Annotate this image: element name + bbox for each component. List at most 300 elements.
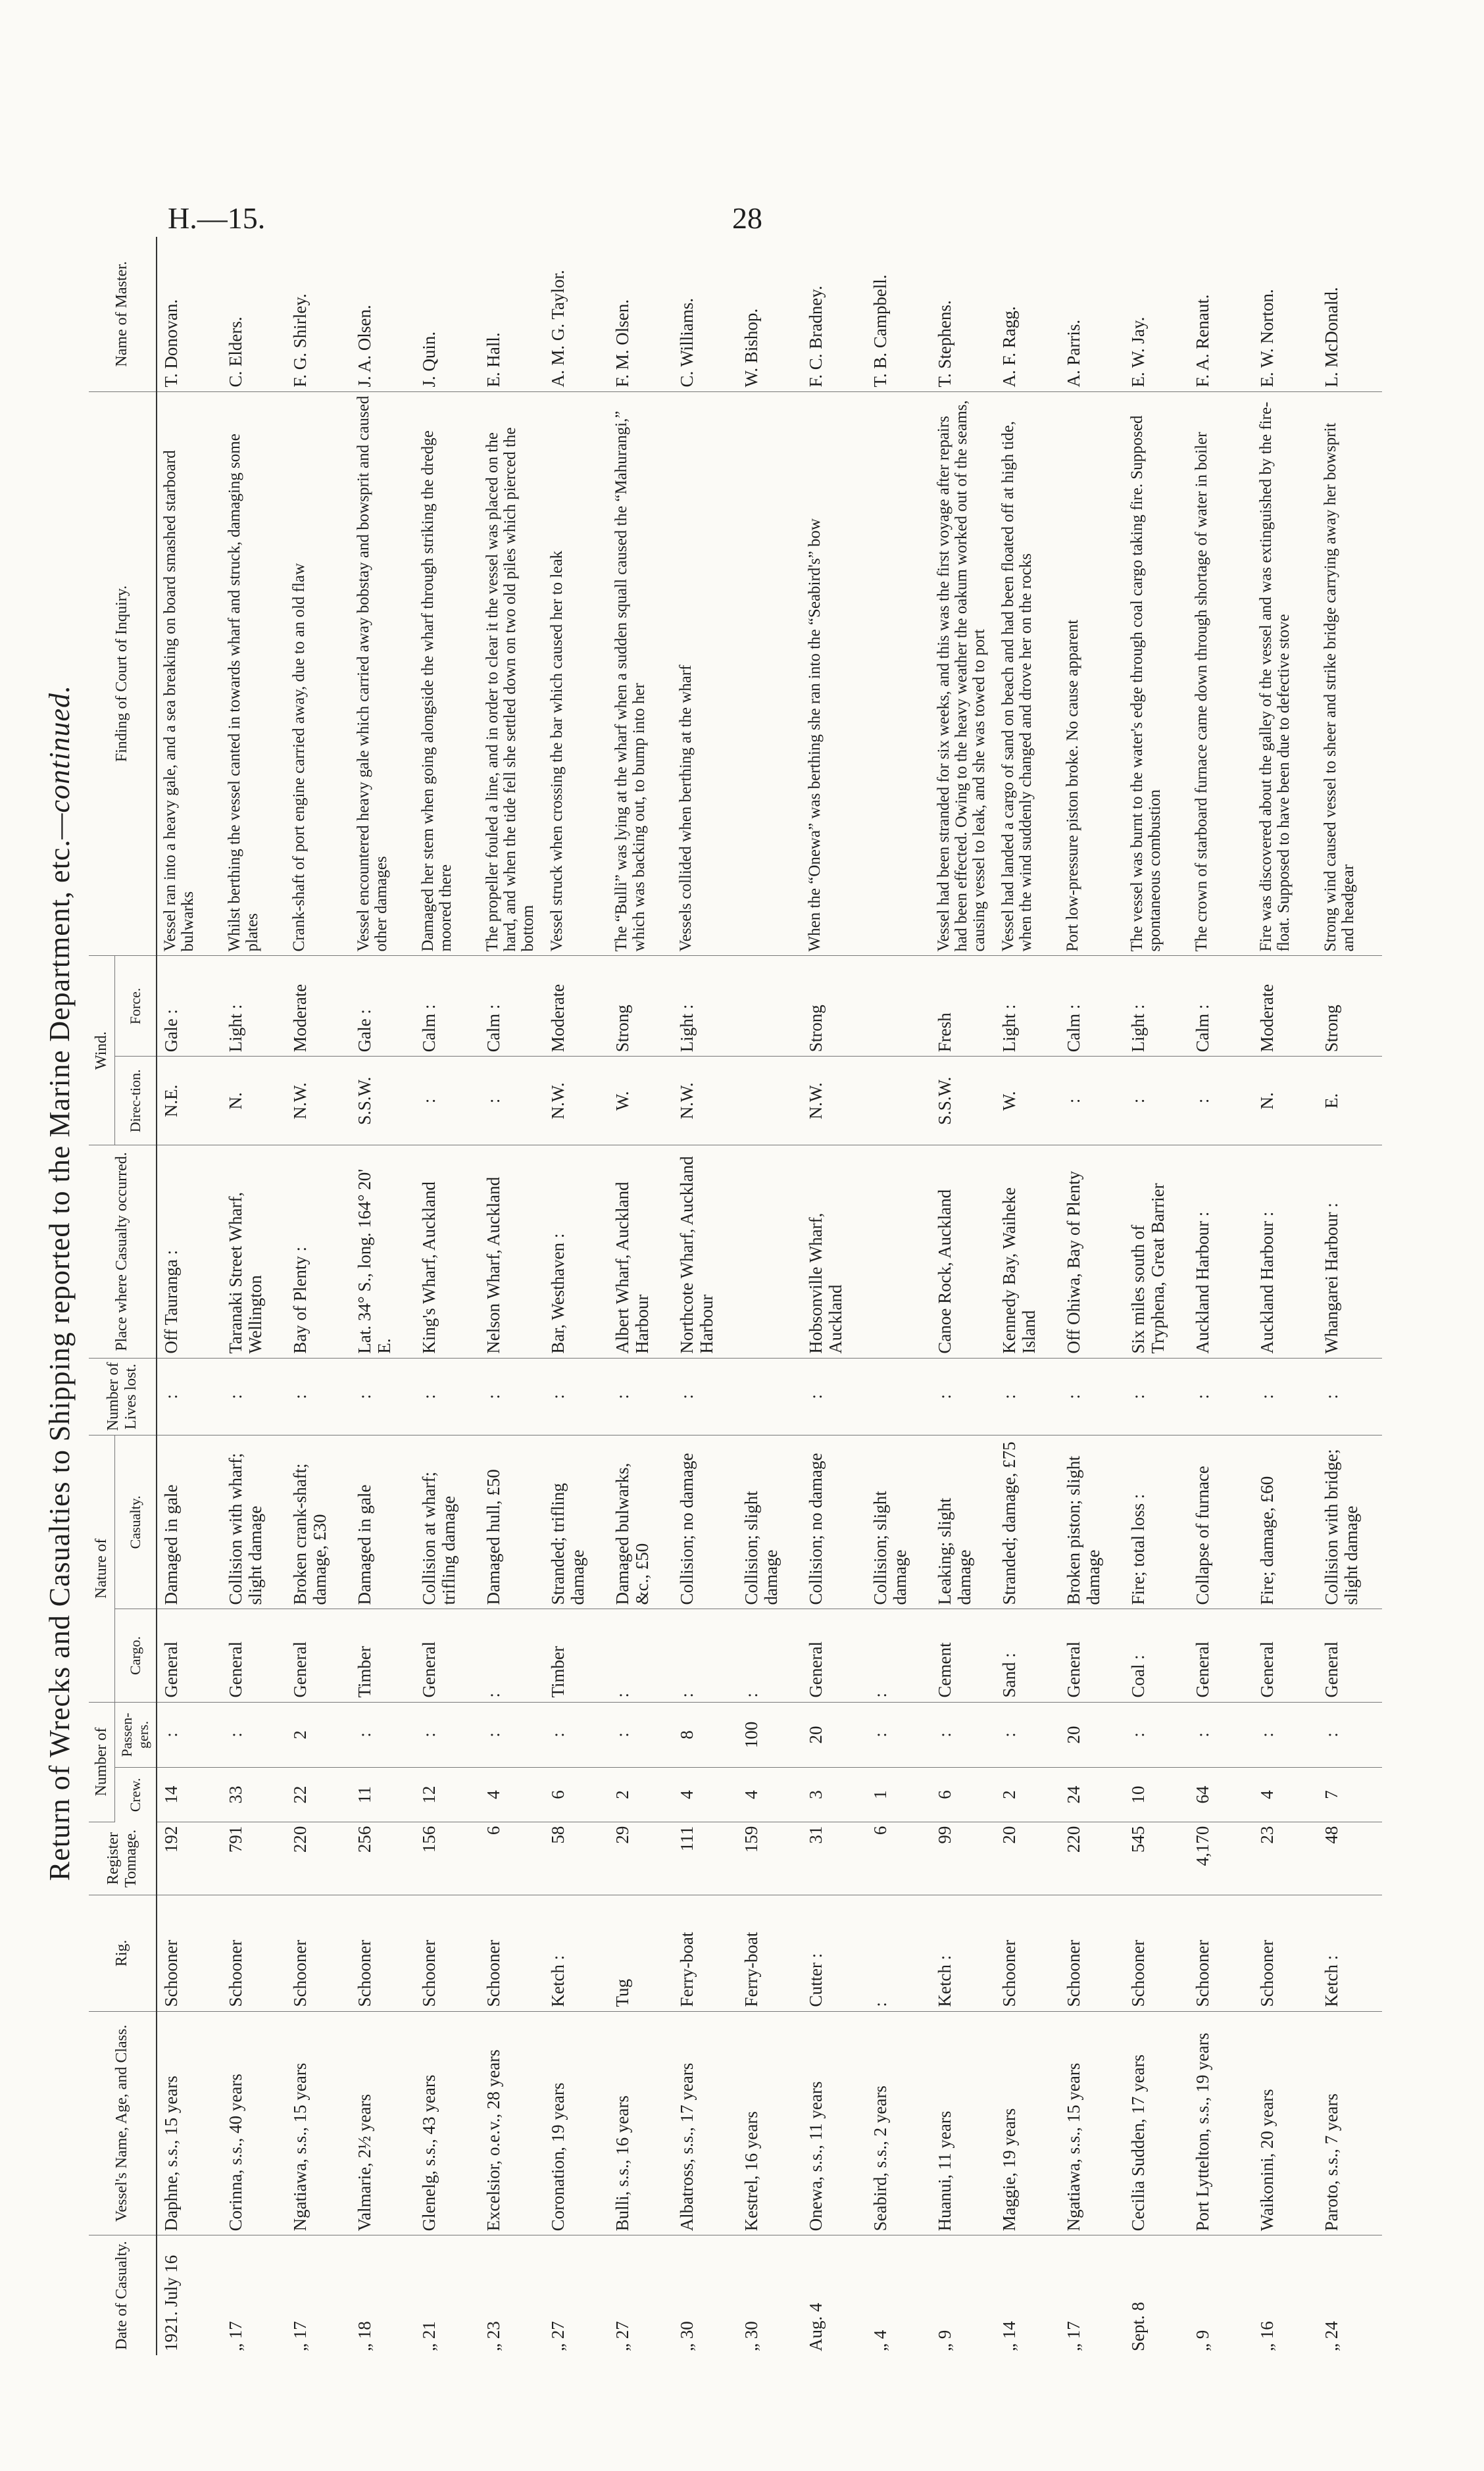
place-cell: Kennedy Bay, Waiheke Island <box>995 1145 1060 1358</box>
passengers-cell: 20 <box>1060 1702 1124 1768</box>
lives-lost-cell: : <box>802 1358 866 1435</box>
crew-cell: 2 <box>608 1768 673 1822</box>
date-cell: „ 4 <box>870 2330 890 2351</box>
table-row <box>931 237 995 2355</box>
rig-cell: Schooner <box>1189 1895 1253 2011</box>
tonnage-cell: 791 <box>222 1822 286 1895</box>
tonnage-cell: 220 <box>1060 1822 1124 1895</box>
group-number-of: Number of <box>89 1702 115 1822</box>
header-row-1 <box>89 237 115 2355</box>
wind-direction-cell: S.S.W. <box>351 1057 415 1145</box>
wind-direction-cell: : <box>1189 1057 1253 1145</box>
place-cell: King's Wharf, Auckland <box>415 1145 480 1358</box>
lives-lost-cell: : <box>544 1358 608 1435</box>
wind-direction-cell: W. <box>995 1057 1060 1145</box>
casualty-cell: Damaged hull, £50 <box>480 1435 544 1609</box>
wind-direction-cell: : <box>480 1057 544 1145</box>
wind-force-cell: Moderate <box>1253 956 1318 1057</box>
col-wind-force: Force. <box>115 956 157 1057</box>
finding-cell: Port low-pressure piston broke. No cause apparent <box>1060 391 1124 956</box>
finding-cell: Strong wind caused vessel to sheer and strike bridge carrying away her bowsprit and headgear <box>1318 391 1382 956</box>
wind-direction-cell: S.S.W. <box>931 1057 995 1145</box>
cargo-cell: General <box>1253 1609 1318 1702</box>
crew-cell: 4 <box>673 1768 737 1822</box>
vessel-cell: Paroto, s.s., 7 years <box>1318 2011 1382 2235</box>
vessel-cell: Ngatiawa, s.s., 15 years <box>286 2011 351 2235</box>
passengers-cell: : <box>415 1702 480 1768</box>
col-vessel: Vessel's Name, Age, and Class. <box>89 2011 157 2235</box>
finding-cell: Fire was discovered about the galley of the vessel and was extinguished by the fire-float. Supposed to have been due to defective stove <box>1253 391 1318 956</box>
tonnage-cell: 6 <box>480 1822 544 1895</box>
finding-cell: Vessel had landed a cargo of sand on beach and had been floated off at high tide, when the wind suddenly changed and drove her on the rocks <box>995 391 1060 956</box>
cargo-cell: General <box>157 1609 222 1702</box>
vessel-cell: Excelsior, o.e.v., 28 years <box>480 2011 544 2235</box>
table-row <box>608 237 673 2355</box>
master-cell: T. Donovan. <box>157 237 222 391</box>
lives-lost-cell: : <box>995 1358 1060 1435</box>
casualty-cell: Stranded; damage, £75 <box>995 1435 1060 1609</box>
lives-lost-cell <box>866 1358 931 1435</box>
passengers-cell: : <box>351 1702 415 1768</box>
table-row <box>1124 237 1189 2355</box>
group-nature-of: Nature of <box>89 1435 115 1702</box>
place-cell: Off Ohiwa, Bay of Plenty <box>1060 1145 1124 1358</box>
vessel-cell: Cecilia Sudden, 17 years <box>1124 2011 1189 2235</box>
lives-lost-cell: : <box>157 1358 222 1435</box>
finding-cell: Vessel ran into a heavy gale, and a sea breaking on board smashed starboard bulwarks <box>157 391 222 956</box>
tonnage-cell: 545 <box>1124 1822 1189 1895</box>
cargo-cell: : <box>737 1609 802 1702</box>
crew-cell: 24 <box>1060 1768 1124 1822</box>
vessel-cell: Ngatiawa, s.s., 15 years <box>1060 2011 1124 2235</box>
casualty-cell: Damaged in gale <box>351 1435 415 1609</box>
master-cell: E. W. Norton. <box>1253 237 1318 391</box>
wind-force-cell: Moderate <box>286 956 351 1057</box>
date-cell: „ 18 <box>354 2321 374 2351</box>
date-cell: „ 27 <box>547 2321 568 2351</box>
passengers-cell: 20 <box>802 1702 866 1768</box>
rig-cell: Schooner <box>1253 1895 1318 2011</box>
col-casualty: Casualty. <box>115 1435 157 1609</box>
passengers-cell: : <box>1124 1702 1189 1768</box>
wind-force-cell: Moderate <box>544 956 608 1057</box>
wind-force-cell: Strong <box>1318 956 1382 1057</box>
table-row <box>157 237 222 2355</box>
master-cell: T. B. Campbell. <box>866 237 931 391</box>
date-cell: „ 9 <box>1192 2330 1212 2351</box>
casualty-table <box>89 237 1382 2355</box>
table-row <box>802 237 866 2355</box>
col-crew: Crew. <box>115 1768 157 1822</box>
vessel-cell: Waikonini, 20 years <box>1253 2011 1318 2235</box>
date-cell: „ 17 <box>289 2321 310 2351</box>
wind-direction-cell: : <box>415 1057 480 1145</box>
col-finding: Finding of Court of Inquiry. <box>89 391 157 956</box>
casualty-cell: Leaking; slight damage <box>931 1435 995 1609</box>
casualty-cell: Broken piston; slight damage <box>1060 1435 1124 1609</box>
lives-lost-cell: : <box>1060 1358 1124 1435</box>
vessel-cell: Daphne, s.s., 15 years <box>157 2011 222 2235</box>
place-cell: Auckland Harbour : <box>1189 1145 1253 1358</box>
col-lives-lost: Number of Lives lost. <box>89 1358 157 1435</box>
casualty-cell: Stranded; trifling damage <box>544 1435 608 1609</box>
lives-lost-cell: : <box>673 1358 737 1435</box>
rig-cell: Tug <box>608 1895 673 2011</box>
passengers-cell: : <box>1189 1702 1253 1768</box>
lives-lost-cell: : <box>608 1358 673 1435</box>
passengers-cell: : <box>995 1702 1060 1768</box>
rig-cell: Schooner <box>222 1895 286 2011</box>
wind-direction-cell: N. <box>222 1057 286 1145</box>
wind-direction-cell: N. <box>1253 1057 1318 1145</box>
cargo-cell: General <box>222 1609 286 1702</box>
master-cell: A. Parris. <box>1060 237 1124 391</box>
rig-cell: Schooner <box>415 1895 480 2011</box>
wind-force-cell <box>737 956 802 1057</box>
finding-cell: Whilst berthing the vessel canted in towards wharf and struck, damaging some plates <box>222 391 286 956</box>
master-cell: F. M. Olsen. <box>608 237 673 391</box>
cargo-cell: General <box>286 1609 351 1702</box>
tonnage-cell: 29 <box>608 1822 673 1895</box>
cargo-cell: General <box>415 1609 480 1702</box>
master-cell: E. Hall. <box>480 237 544 391</box>
place-cell: Whangarei Harbour : <box>1318 1145 1382 1358</box>
wind-force-cell <box>866 956 931 1057</box>
rig-cell: Schooner <box>1124 1895 1189 2011</box>
tonnage-cell: 111 <box>673 1822 737 1895</box>
cargo-cell: Timber <box>544 1609 608 1702</box>
tonnage-cell: 4,170 <box>1189 1822 1253 1895</box>
lives-lost-cell: : <box>480 1358 544 1435</box>
table-row <box>737 237 802 2355</box>
cargo-cell: Cement <box>931 1609 995 1702</box>
casualty-cell: Damaged in gale <box>157 1435 222 1609</box>
date-cell: „ 9 <box>934 2330 954 2351</box>
rig-cell: Schooner <box>286 1895 351 2011</box>
place-cell: Albert Wharf, Auckland Harbour <box>608 1145 673 1358</box>
wind-force-cell: Light : <box>673 956 737 1057</box>
table-row <box>544 237 608 2355</box>
group-wind: Wind. <box>89 956 115 1145</box>
casualty-cell: Collision with wharf; slight damage <box>222 1435 286 1609</box>
rotated-table-block <box>43 237 1362 2355</box>
finding-cell: Damaged her stem when going alongside the wharf through striking the dredge moored there <box>415 391 480 956</box>
date-cell: „ 17 <box>1063 2321 1083 2351</box>
vessel-cell: Corinna, s.s., 40 years <box>222 2011 286 2235</box>
place-cell: Northcote Wharf, Auckland Harbour <box>673 1145 737 1358</box>
col-cargo: Cargo. <box>115 1609 157 1702</box>
finding-cell <box>737 391 802 956</box>
tonnage-cell: 99 <box>931 1822 995 1895</box>
place-cell: Auckland Harbour : <box>1253 1145 1318 1358</box>
casualty-cell: Broken crank-shaft; damage, £30 <box>286 1435 351 1609</box>
lives-lost-cell: : <box>1124 1358 1189 1435</box>
table-row <box>222 237 286 2355</box>
master-cell: F. A. Renaut. <box>1189 237 1253 391</box>
casualty-cell: Damaged bulwarks, &c., £50 <box>608 1435 673 1609</box>
crew-cell: 6 <box>931 1768 995 1822</box>
crew-cell: 4 <box>480 1768 544 1822</box>
cargo-cell: : <box>608 1609 673 1702</box>
finding-cell: Vessel encountered heavy gale which carried away bobstay and bowsprit and caused other damages <box>351 391 415 956</box>
finding-cell: When the “Onewa” was berthing she ran into the “Seabird's” bow <box>802 391 866 956</box>
col-rig: Rig. <box>89 1895 157 2011</box>
tonnage-cell: 20 <box>995 1822 1060 1895</box>
cargo-cell: : <box>673 1609 737 1702</box>
vessel-cell: Port Lyttelton, s.s., 19 years <box>1189 2011 1253 2235</box>
table-row <box>866 237 931 2355</box>
finding-cell: Vessel had been stranded for six weeks, and this was the first voyage after repairs had been effected. Owing to the heavy weather the oakum worked out of the seams, causing vessel to leak, and she was towed to port <box>931 391 995 956</box>
date-cell: „ 17 <box>225 2321 245 2351</box>
lives-lost-cell <box>737 1358 802 1435</box>
tonnage-cell: 31 <box>802 1822 866 1895</box>
lives-lost-cell: : <box>286 1358 351 1435</box>
vessel-cell: Bulli, s.s., 16 years <box>608 2011 673 2235</box>
date-cell: „ 14 <box>999 2321 1019 2351</box>
tonnage-cell: 23 <box>1253 1822 1318 1895</box>
master-cell: C. Elders. <box>222 237 286 391</box>
table-title <box>43 237 89 2329</box>
crew-cell: 64 <box>1189 1768 1253 1822</box>
master-cell: L. McDonald. <box>1318 237 1382 391</box>
master-cell: J. Quin. <box>415 237 480 391</box>
date-cell: „ 23 <box>483 2321 503 2351</box>
place-cell: Bay of Plenty : <box>286 1145 351 1358</box>
date-cell: „ 21 <box>418 2321 439 2351</box>
cargo-cell: Sand : <box>995 1609 1060 1702</box>
table-row <box>1060 237 1124 2355</box>
vessel-cell: Seabird, s.s., 2 years <box>866 2011 931 2235</box>
rig-cell: Schooner <box>157 1895 222 2011</box>
master-cell: A. M. G. Taylor. <box>544 237 608 391</box>
crew-cell: 6 <box>544 1768 608 1822</box>
vessel-cell: Valmarie, 2½ years <box>351 2011 415 2235</box>
casualty-cell: Collision at wharf; trifling damage <box>415 1435 480 1609</box>
crew-cell: 22 <box>286 1768 351 1822</box>
date-cell: Aug. 4 <box>805 2303 826 2351</box>
tonnage-cell: 6 <box>866 1822 931 1895</box>
passengers-cell: : <box>1318 1702 1382 1768</box>
wind-direction-cell: N.E. <box>157 1057 222 1145</box>
passengers-cell: 2 <box>286 1702 351 1768</box>
passengers-cell: 100 <box>737 1702 802 1768</box>
tonnage-cell: 58 <box>544 1822 608 1895</box>
vessel-cell: Kestrel, 16 years <box>737 2011 802 2235</box>
rig-cell: Ferry-boat <box>737 1895 802 2011</box>
finding-cell: Vessel struck when crossing the bar which caused her to leak <box>544 391 608 956</box>
casualty-cell: Collision; no damage <box>673 1435 737 1609</box>
col-master: Name of Master. <box>89 237 157 391</box>
cargo-cell: Coal : <box>1124 1609 1189 1702</box>
finding-cell <box>866 391 931 956</box>
crew-cell: 10 <box>1124 1768 1189 1822</box>
wind-direction-cell: N.W. <box>673 1057 737 1145</box>
vessel-cell: Coronation, 19 years <box>544 2011 608 2235</box>
wind-force-cell: Gale : <box>157 956 222 1057</box>
rig-cell: Cutter : <box>802 1895 866 2011</box>
wind-force-cell: Light : <box>995 956 1060 1057</box>
wind-force-cell: Calm : <box>480 956 544 1057</box>
date-cell: 1921. July 16 <box>161 2255 181 2351</box>
crew-cell: 3 <box>802 1768 866 1822</box>
finding-cell: The crown of starboard furnace came down through shortage of water in boiler <box>1189 391 1253 956</box>
crew-cell: 11 <box>351 1768 415 1822</box>
wind-force-cell: Light : <box>222 956 286 1057</box>
lives-lost-cell: : <box>222 1358 286 1435</box>
crew-cell: 1 <box>866 1768 931 1822</box>
wind-force-cell: Calm : <box>1189 956 1253 1057</box>
finding-cell: Crank-shaft of port engine carried away, due to an old flaw <box>286 391 351 956</box>
col-tonnage: Register Tonnage. <box>89 1822 157 1895</box>
passengers-cell: : <box>866 1702 931 1768</box>
place-cell: Nelson Wharf, Auckland <box>480 1145 544 1358</box>
cargo-cell: General <box>802 1609 866 1702</box>
lives-lost-cell: : <box>415 1358 480 1435</box>
rig-cell: Ferry-boat <box>673 1895 737 2011</box>
place-cell <box>866 1145 931 1358</box>
wind-direction-cell: : <box>1060 1057 1124 1145</box>
casualty-cell: Collision with bridge; slight damage <box>1318 1435 1382 1609</box>
table-row <box>351 237 415 2355</box>
casualty-cell: Fire; total loss : <box>1124 1435 1189 1609</box>
tonnage-cell: 220 <box>286 1822 351 1895</box>
wind-direction-cell: E. <box>1318 1057 1382 1145</box>
rig-cell: : <box>866 1895 931 2011</box>
wind-force-cell: Calm : <box>1060 956 1124 1057</box>
passengers-cell: : <box>157 1702 222 1768</box>
tonnage-cell: 48 <box>1318 1822 1382 1895</box>
master-cell: F. C. Bradney. <box>802 237 866 391</box>
finding-cell: The “Bulli” was lying at the wharf when a sudden squall caused the “Mahurangi,” which was backing out, to bump into her <box>608 391 673 956</box>
lives-lost-cell: : <box>351 1358 415 1435</box>
place-cell <box>737 1145 802 1358</box>
table-row <box>673 237 737 2355</box>
lives-lost-cell: : <box>1253 1358 1318 1435</box>
table-row <box>1189 237 1253 2355</box>
cargo-cell: General <box>1060 1609 1124 1702</box>
date-cell: „ 24 <box>1321 2321 1341 2351</box>
vessel-cell: Huanui, 11 years <box>931 2011 995 2235</box>
tonnage-cell: 256 <box>351 1822 415 1895</box>
passengers-cell: : <box>608 1702 673 1768</box>
wind-force-cell: Strong <box>608 956 673 1057</box>
date-cell: „ 30 <box>676 2321 697 2351</box>
wind-force-cell: Calm : <box>415 956 480 1057</box>
master-cell: A. F. Ragg. <box>995 237 1060 391</box>
report-reference: H.—15. <box>168 201 266 235</box>
passengers-cell: 8 <box>673 1702 737 1768</box>
place-cell: Canoe Rock, Auckland <box>931 1145 995 1358</box>
cargo-cell: Timber <box>351 1609 415 1702</box>
lives-lost-cell: : <box>1189 1358 1253 1435</box>
vessel-cell: Maggie, 19 years <box>995 2011 1060 2235</box>
place-cell: Six miles south of Tryphena, Great Barrier <box>1124 1145 1189 1358</box>
place-cell: Taranaki Street Wharf, Wellington <box>222 1145 286 1358</box>
table-row <box>995 237 1060 2355</box>
wind-force-cell: Strong <box>802 956 866 1057</box>
place-cell: Lat. 34° S., long. 164° 20' E. <box>351 1145 415 1358</box>
table-row <box>1253 237 1318 2355</box>
table-title-main: Return of Wrecks and Casualties to Shipping reported to the Marine Department, etc. <box>43 839 76 1881</box>
finding-cell: Vessels collided when berthing at the wharf <box>673 391 737 956</box>
cargo-cell: General <box>1318 1609 1382 1702</box>
crew-cell: 4 <box>737 1768 802 1822</box>
crew-cell: 7 <box>1318 1768 1382 1822</box>
table-row <box>1318 237 1382 2355</box>
lives-lost-cell: : <box>1318 1358 1382 1435</box>
rig-cell: Schooner <box>480 1895 544 2011</box>
table-row <box>415 237 480 2355</box>
wind-direction-cell: W. <box>608 1057 673 1145</box>
date-cell: „ 27 <box>612 2321 632 2351</box>
wind-direction-cell: N.W. <box>286 1057 351 1145</box>
master-cell: J. A. Olsen. <box>351 237 415 391</box>
vessel-cell: Albatross, s.s., 17 years <box>673 2011 737 2235</box>
crew-cell: 14 <box>157 1768 222 1822</box>
casualty-cell: Collision; slight damage <box>866 1435 931 1609</box>
casualty-cell: Collision; no damage <box>802 1435 866 1609</box>
rig-cell: Ketch : <box>544 1895 608 2011</box>
wind-force-cell: Light : <box>1124 956 1189 1057</box>
date-cell: Sept. 8 <box>1127 2301 1148 2351</box>
vessel-cell: Onewa, s.s., 11 years <box>802 2011 866 2235</box>
wind-direction-cell <box>737 1057 802 1145</box>
finding-cell: The vessel was burnt to the water's edge through coal cargo taking fire. Supposed spontaneous combustion <box>1124 391 1189 956</box>
tonnage-cell: 156 <box>415 1822 480 1895</box>
casualty-cell: Collapse of furnace <box>1189 1435 1253 1609</box>
crew-cell: 33 <box>222 1768 286 1822</box>
cargo-cell: General <box>1189 1609 1253 1702</box>
rig-cell: Schooner <box>995 1895 1060 2011</box>
cargo-cell: : <box>480 1609 544 1702</box>
table-row <box>480 237 544 2355</box>
rig-cell: Ketch : <box>931 1895 995 2011</box>
place-cell: Bar, Westhaven : <box>544 1145 608 1358</box>
tonnage-cell: 159 <box>737 1822 802 1895</box>
place-cell: Off Tauranga : <box>157 1145 222 1358</box>
master-cell: C. Williams. <box>673 237 737 391</box>
table-row <box>286 237 351 2355</box>
col-date: Date of Casualty. <box>89 2235 157 2355</box>
lives-lost-cell: : <box>931 1358 995 1435</box>
crew-cell: 4 <box>1253 1768 1318 1822</box>
master-cell: W. Bishop. <box>737 237 802 391</box>
rig-cell: Ketch : <box>1318 1895 1382 2011</box>
tonnage-cell: 192 <box>157 1822 222 1895</box>
vessel-cell: Glenelg, s.s., 43 years <box>415 2011 480 2235</box>
date-cell: „ 16 <box>1256 2321 1277 2351</box>
page-number: 28 <box>732 201 762 235</box>
col-passengers: Passen-gers. <box>115 1702 157 1768</box>
passengers-cell: : <box>222 1702 286 1768</box>
wind-force-cell: Fresh <box>931 956 995 1057</box>
place-cell: Hobsonville Wharf, Auckland <box>802 1145 866 1358</box>
rig-cell: Schooner <box>351 1895 415 2011</box>
master-cell: T. Stephens. <box>931 237 995 391</box>
passengers-cell: : <box>480 1702 544 1768</box>
col-place: Place where Casualty occurred. <box>89 1145 157 1358</box>
crew-cell: 2 <box>995 1768 1060 1822</box>
finding-cell: The propeller fouled a line, and in order to clear it the vessel was placed on the hard, and when the tide fell she settled down on two old piles which pierced the bottom <box>480 391 544 956</box>
passengers-cell: : <box>1253 1702 1318 1768</box>
master-cell: E. W. Jay. <box>1124 237 1189 391</box>
wind-direction-cell: N.W. <box>544 1057 608 1145</box>
wind-direction-cell <box>866 1057 931 1145</box>
table-title-suffix: —continued. <box>43 685 76 839</box>
crew-cell: 12 <box>415 1768 480 1822</box>
passengers-cell: : <box>931 1702 995 1768</box>
wind-direction-cell: : <box>1124 1057 1189 1145</box>
